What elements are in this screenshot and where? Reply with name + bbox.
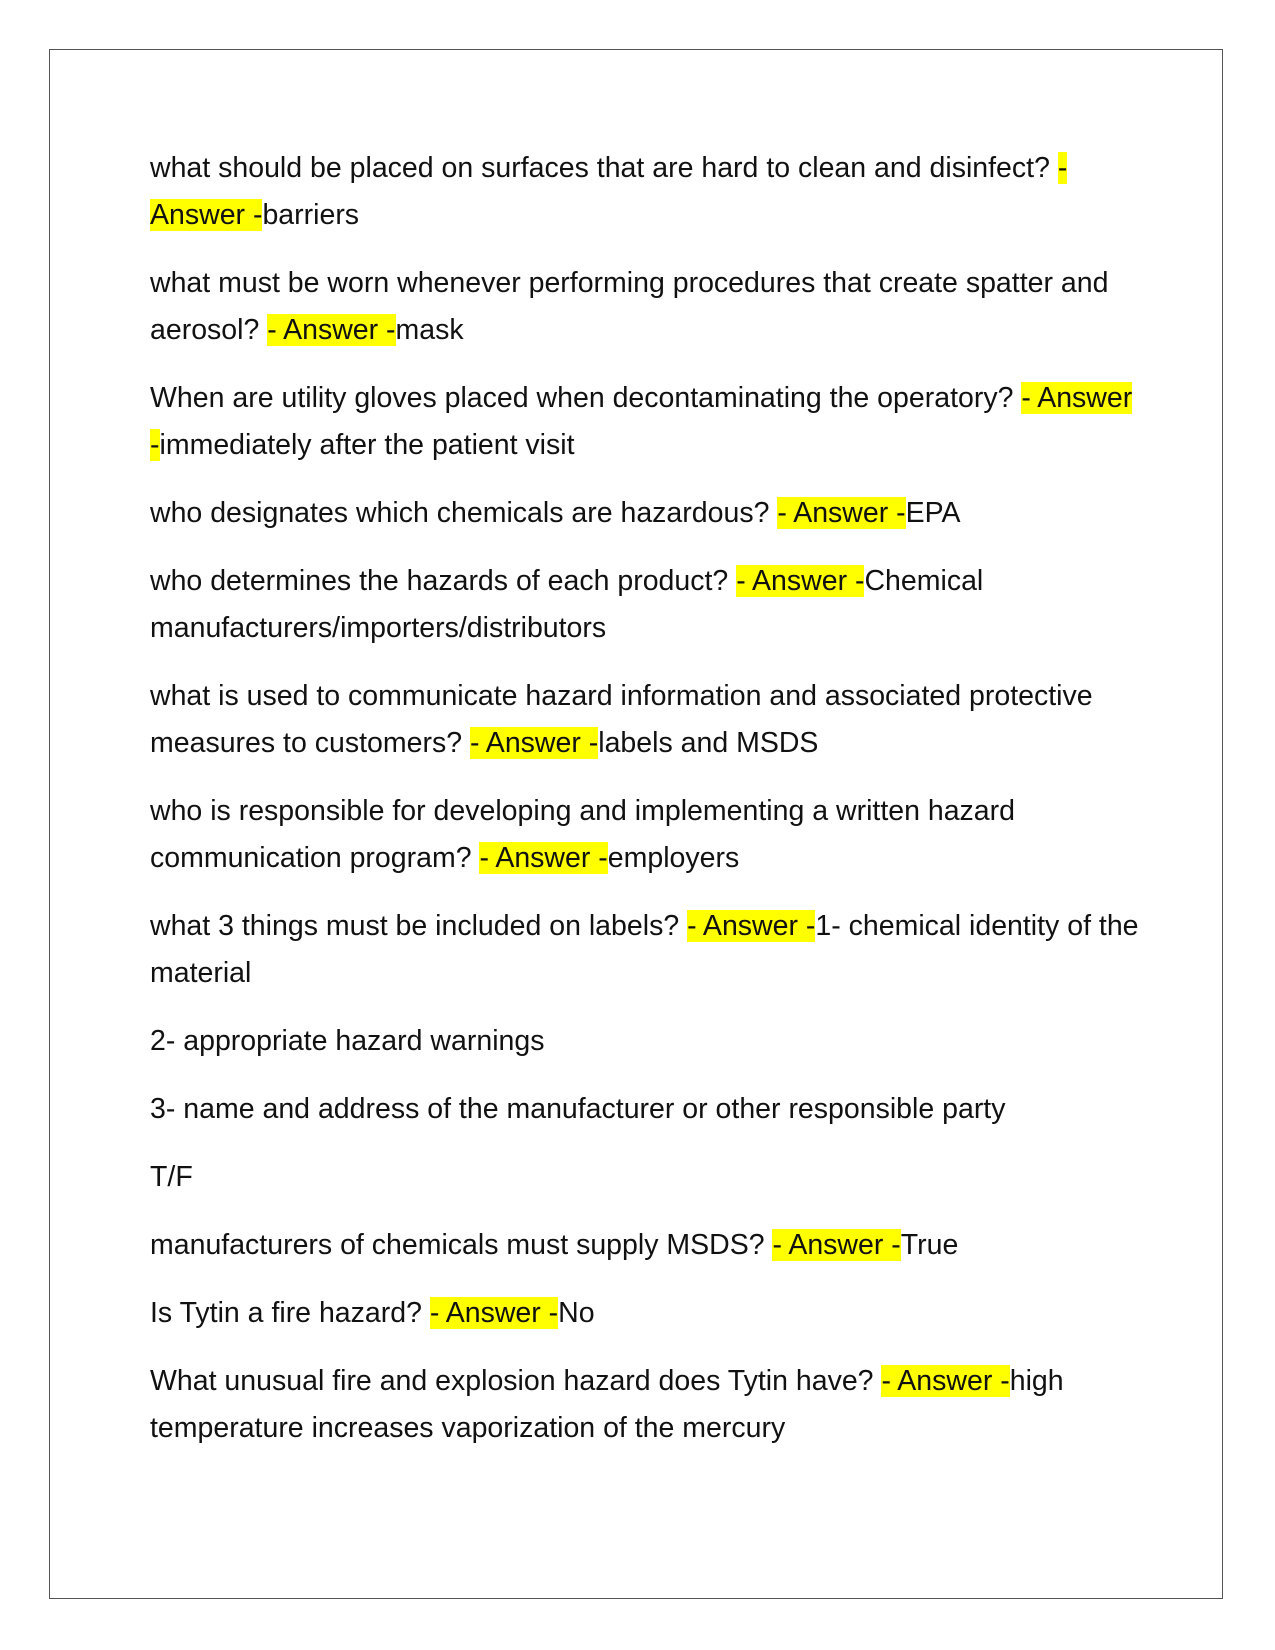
answer-text: No: [558, 1297, 595, 1329]
question-text: manufacturers of chemicals must supply MSDS?: [150, 1229, 773, 1261]
question-text: what must be worn whenever performing procedures that create spatter and aerosol?: [150, 267, 1109, 346]
question-text: who is responsible for developing and implementing a written hazard communication program?: [150, 795, 1015, 874]
answer-marker: - Answer -: [881, 1365, 1010, 1397]
answer-marker: - Answer -: [150, 152, 1068, 231]
qa-item: [150, 788, 1140, 882]
qa-item: [150, 260, 1140, 354]
question-text: When are utility gloves placed when decontaminating the operatory?: [150, 382, 1022, 414]
qa-item: [150, 490, 1140, 537]
question-text: what should be placed on surfaces that are hard to clean and disinfect?: [150, 152, 1058, 184]
answer-marker: - Answer -: [736, 565, 865, 597]
answer-text: True: [900, 1229, 959, 1261]
answer-text: Chemical manufacturers/importers/distributors: [150, 565, 984, 644]
answer-marker: - Answer -: [772, 1229, 901, 1261]
answer-text: immediately after the patient visit: [159, 429, 575, 461]
plain-line: 3- name and address of the manufacturer or other responsible party: [150, 1093, 1006, 1125]
answer-marker: - Answer -: [479, 842, 608, 874]
qa-item: [150, 558, 1140, 652]
qa-item: [150, 375, 1140, 469]
answer-marker: - Answer -: [777, 497, 906, 529]
qa-item: [150, 145, 1140, 239]
qa-item: [150, 903, 1140, 997]
answer-text: mask: [395, 314, 464, 346]
answer-marker: - Answer -: [687, 910, 816, 942]
answer-text: barriers: [262, 199, 360, 231]
answer-marker: - Answer -: [429, 1297, 559, 1329]
question-text: who determines the hazards of each product?: [150, 565, 737, 597]
question-text: who designates which chemicals are hazardous?: [150, 497, 778, 529]
question-text: what 3 things must be included on labels?: [150, 910, 688, 942]
answer-text: employers: [607, 842, 740, 874]
question-text: What unusual fire and explosion hazard does Tytin have?: [150, 1365, 882, 1397]
answer-text: high temperature increases vaporization of the mercury: [150, 1365, 1064, 1444]
answer-text: labels and MSDS: [598, 727, 819, 759]
qa-item: [150, 673, 1140, 767]
document-body: [150, 145, 1140, 1473]
qa-item: [150, 1358, 1140, 1452]
plain-line: 2- appropriate hazard warnings: [150, 1025, 545, 1057]
qa-item: [150, 1290, 1140, 1337]
answer-text: 1- chemical identity of the material: [150, 910, 1139, 989]
qa-item: [150, 1222, 1140, 1269]
answer-marker: - Answer -: [150, 382, 1133, 461]
answer-text: EPA: [905, 497, 961, 529]
answer-marker: - Answer -: [267, 314, 396, 346]
question-text: Is Tytin a fire hazard?: [150, 1297, 430, 1329]
plain-line: T/F: [150, 1161, 193, 1193]
question-text: what is used to communicate hazard information and associated protective measures to customers?: [150, 680, 1093, 759]
answer-marker: - Answer -: [469, 727, 599, 759]
